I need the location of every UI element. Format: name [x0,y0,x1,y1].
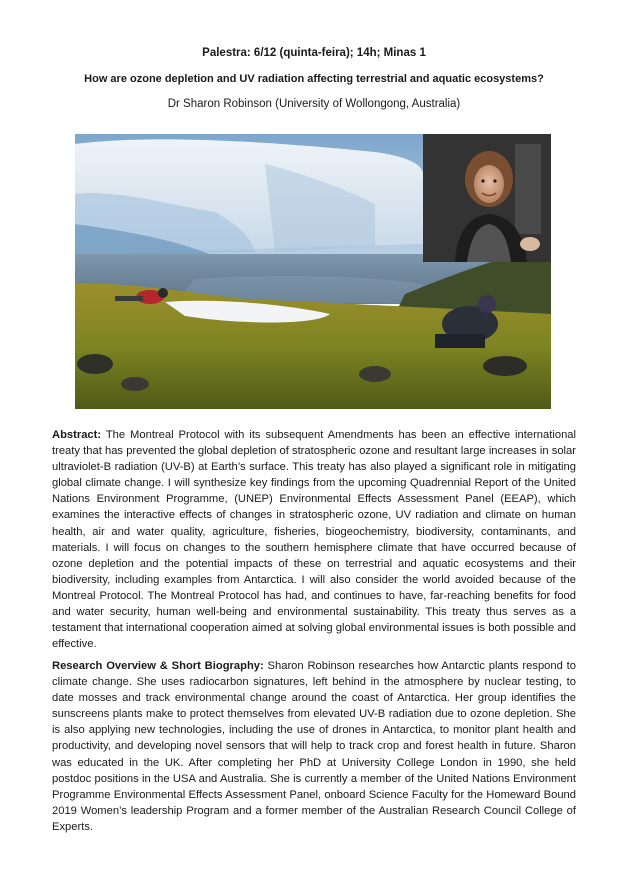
speaker-portrait [423,134,551,262]
session-info: Palestra: 6/12 (quinta-feira); 14h; Minas 1 [202,47,426,59]
talk-title: How are ozone depletion and UV radiation affecting terrestrial and aquatic ecosystems? [84,73,544,85]
portrait-face [474,165,504,203]
speaker-line: Dr Sharon Robinson (University of Wollongong, Australia) [167,98,461,110]
abstract-paragraph [52,427,576,652]
bio-paragraph [52,658,576,835]
antarctica-photo [75,134,551,409]
abstract-label: Abstract: [52,429,102,441]
bio-label: Research Overview & Short Biography: [52,660,264,672]
bio-text: Sharon Robinson researches how Antarctic plants respond to climate change. She uses radiocarbon signatures, left behind in the atmosphere by nuclear testing, to date mosses and track environmental change around the coast of Antarctica. Her group identifies the sunscreens plants make to protect themselves from elevated UV-B radiation due to ozone depletion. She is also applying new technologies, including the use of drones in Antarctica, to monitor plant health and productivity, and developing novel sensors that will help to track crop and forest health in future. Sharon was educated in the UK. After completing her PhD at University College London in 1990, she held postdoc positions in the USA and Australia. She is currently a member of the United Nations Environment Programme Environmental Effects Assessment Panel, onboard Science Faculty for the Homeward Bound 2019 Women’s leadership Program and a former member of the Australian Research Council College of Experts. [52,660,576,833]
abstract-text: The Montreal Protocol with its subsequent Amendments has been an effective international treaty that has prevented the global depletion of stratospheric ozone and resultant large increases in solar ultraviolet-B radiation (UV-B) at Earth’s surface. This treaty has also played a significant role in mitigating global climate change. I will synthesize key findings from the upcoming Quadrennial Report of the United Nations Environment Programme, (UNEP) Environmental Effects Assessment Panel (EEAP), which examines the interactive effects of changes in stratospheric ozone, UV radiation and climate on human health, air and water quality, agriculture, fisheries, biogeochemistry, biodiversity, contaminants, and materials. I will focus on changes to the southern hemisphere climate that have occurred because of ozone depletion and the potential impacts of these on terrestrial and aquatic ecosystems and their biodiversity, including examples from Antarctica. I will also consider the world avoided because of the Montreal Protocol. The Montreal Protocol has had, and continues to have, far-reaching benefits for food and water security, human well-being and environmental sustainability. This treaty thus serves as a testament that international cooperation aimed at solving global environmental issues is both possible and effective. [52,429,576,651]
